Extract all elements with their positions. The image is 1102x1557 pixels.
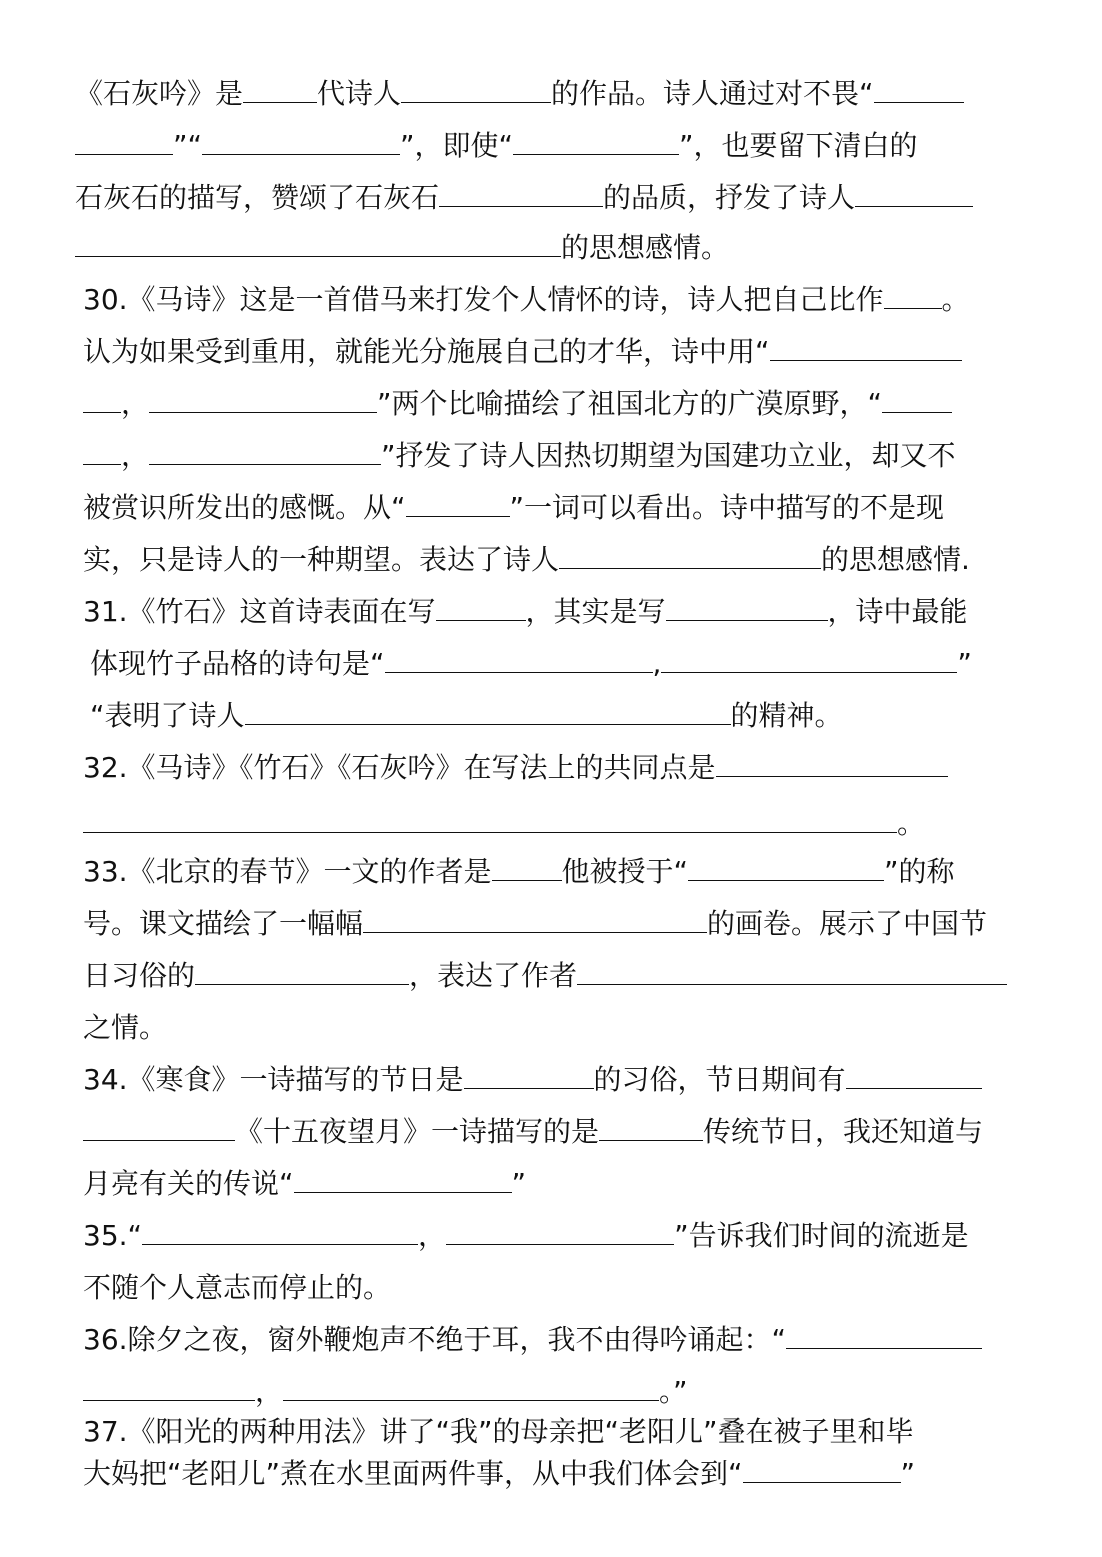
answer-blank[interactable]	[577, 983, 1007, 985]
text-segment: 32.《马诗》《竹石》《石灰吟》在写法上的共同点是	[83, 751, 716, 784]
line-8	[83, 430, 956, 482]
line-20	[83, 1054, 982, 1106]
answer-blank[interactable]	[149, 463, 381, 465]
answer-blank[interactable]	[83, 463, 121, 465]
answer-blank[interactable]	[446, 1243, 674, 1245]
line-10	[83, 534, 970, 586]
line-24	[83, 1262, 391, 1314]
answer-blank[interactable]	[83, 1139, 235, 1141]
answer-blank[interactable]	[401, 101, 551, 103]
answer-blank[interactable]	[464, 1087, 594, 1089]
line-13	[90, 690, 843, 742]
text-segment: 号。课文描绘了一幅幅	[83, 907, 364, 940]
text-segment: 33.《北京的春节》一文的作者是	[83, 855, 492, 888]
answer-blank[interactable]	[513, 153, 679, 155]
text-segment: 《十五夜望月》一诗描写的是	[235, 1115, 600, 1148]
answer-blank[interactable]	[743, 1481, 901, 1483]
text-segment: 他被授于“	[561, 855, 689, 888]
answer-blank[interactable]	[142, 1243, 418, 1245]
text-segment: 不随个人意志而停止的。	[83, 1271, 392, 1304]
text-segment: ”	[511, 1167, 527, 1200]
text-segment: ，	[121, 439, 150, 472]
text-segment: 月亮有关的传说“	[83, 1167, 294, 1200]
answer-blank[interactable]	[243, 101, 317, 103]
text-segment: ，	[418, 1219, 447, 1252]
line-2	[75, 120, 918, 172]
line-5	[83, 274, 970, 326]
answer-blank[interactable]	[688, 879, 884, 881]
text-segment: 之情。	[83, 1011, 168, 1044]
answer-blank[interactable]	[716, 775, 948, 777]
text-segment: 37.《阳光的两种用法》讲了“我”的母亲把“老阳儿”叠在被子里和毕	[83, 1415, 914, 1448]
text-segment: 的精神。	[730, 699, 843, 732]
line-7	[83, 378, 952, 430]
answer-blank[interactable]	[245, 723, 731, 725]
line-18	[83, 950, 1007, 1002]
text-segment: ，诗中最能	[827, 595, 968, 628]
answer-blank[interactable]	[666, 619, 828, 621]
answer-blank[interactable]	[559, 567, 821, 569]
text-segment: ，其实是写	[525, 595, 666, 628]
answer-blank[interactable]	[202, 153, 400, 155]
text-segment: 。	[897, 807, 926, 840]
line-12	[90, 638, 972, 690]
answer-blank[interactable]	[294, 1191, 512, 1193]
text-segment: 。”	[659, 1375, 688, 1408]
text-segment: 认为如果受到重用，就能光分施展自己的才华，诗中用“	[83, 335, 770, 368]
answer-blank[interactable]	[385, 671, 653, 673]
answer-blank[interactable]	[363, 931, 707, 933]
text-segment: ”，也要留下清白的	[679, 129, 918, 162]
line-4	[75, 222, 729, 274]
line-3	[75, 172, 973, 224]
text-segment: 石灰石的描写，赞颂了石灰石	[75, 181, 440, 214]
text-segment: ”	[957, 647, 972, 680]
text-segment: 的画卷。展示了中国节	[707, 907, 988, 940]
text-segment: ”“	[173, 129, 203, 162]
line-6	[83, 326, 962, 378]
text-segment: 代诗人	[317, 77, 402, 110]
text-segment: 实，只是诗人的一种期望。表达了诗人	[83, 543, 560, 576]
text-segment: 大妈把“老阳儿”煮在水里面两件事，从中我们体会到“	[83, 1457, 743, 1490]
text-segment: ”的称	[884, 855, 955, 888]
text-segment: ”，即使“	[400, 129, 514, 162]
answer-blank[interactable]	[83, 1399, 255, 1401]
text-segment: ”抒发了诗人因热切期望为国建功立业，却又不	[381, 439, 956, 472]
text-segment: 。	[941, 283, 970, 316]
answer-blank[interactable]	[83, 411, 121, 413]
answer-blank[interactable]	[492, 879, 562, 881]
line-1	[75, 68, 964, 120]
line-16	[83, 846, 955, 898]
text-segment: ,	[652, 647, 662, 680]
answer-blank[interactable]	[83, 831, 897, 833]
answer-blank[interactable]	[874, 101, 964, 103]
answer-blank[interactable]	[439, 205, 603, 207]
text-segment: 的思想感情.	[821, 543, 970, 576]
answer-blank[interactable]	[882, 411, 952, 413]
line-19	[83, 1002, 167, 1054]
text-segment: ”告诉我们时间的流逝是	[674, 1219, 969, 1252]
answer-blank[interactable]	[75, 153, 173, 155]
text-segment: 30.《马诗》这是一首借马来打发个人情怀的诗，诗人把自己比作	[83, 283, 884, 316]
answer-blank[interactable]	[855, 205, 973, 207]
text-segment: 36.除夕之夜，窗外鞭炮声不绝于耳，我不由得吟诵起：“	[83, 1323, 787, 1356]
text-segment: 的品质，抒发了诗人	[603, 181, 856, 214]
text-segment: ，	[255, 1375, 284, 1408]
line-17	[83, 898, 987, 950]
text-segment: 体现竹子品格的诗句是“	[90, 647, 385, 680]
answer-blank[interactable]	[884, 307, 942, 309]
answer-blank[interactable]	[770, 359, 962, 361]
answer-blank[interactable]	[195, 983, 409, 985]
line-21	[83, 1106, 983, 1158]
line-11	[83, 586, 968, 638]
text-segment: 传统节日，我还知道与	[703, 1115, 984, 1148]
line-9	[83, 482, 944, 534]
text-segment: ，表达了作者	[409, 959, 578, 992]
text-segment: ，	[121, 387, 150, 420]
line-15	[83, 798, 925, 850]
answer-blank[interactable]	[406, 515, 510, 517]
text-segment: 34.《寒食》一诗描写的节日是	[83, 1063, 464, 1096]
text-segment: 的习俗，节日期间有	[593, 1063, 846, 1096]
answer-blank[interactable]	[786, 1347, 982, 1349]
answer-blank[interactable]	[661, 671, 957, 673]
answer-blank[interactable]	[149, 411, 377, 413]
line-14	[83, 742, 948, 794]
line-22	[83, 1158, 526, 1210]
text-segment: “表明了诗人	[90, 699, 245, 732]
answer-blank[interactable]	[599, 1139, 703, 1141]
answer-blank[interactable]	[75, 255, 561, 257]
line-28	[83, 1448, 915, 1500]
answer-blank[interactable]	[436, 619, 526, 621]
text-segment: ”	[900, 1457, 916, 1490]
line-25	[83, 1314, 982, 1366]
text-segment: 的思想感情。	[561, 231, 730, 264]
text-segment: ”一词可以看出。诗中描写的不是现	[509, 491, 945, 524]
text-segment: 《石灰吟》是	[75, 77, 244, 110]
line-23	[83, 1210, 969, 1262]
text-segment: 的作品。诗人通过对不畏“	[551, 77, 874, 110]
answer-blank[interactable]	[283, 1399, 659, 1401]
text-segment: 35.“	[83, 1219, 143, 1252]
text-segment: ”两个比喻描绘了祖国北方的广漠原野，“	[377, 387, 883, 420]
answer-blank[interactable]	[846, 1087, 982, 1089]
text-segment: 31.《竹石》这首诗表面在写	[83, 595, 436, 628]
text-segment: 被赏识所发出的感慨。从“	[83, 491, 406, 524]
text-segment: 日习俗的	[83, 959, 196, 992]
